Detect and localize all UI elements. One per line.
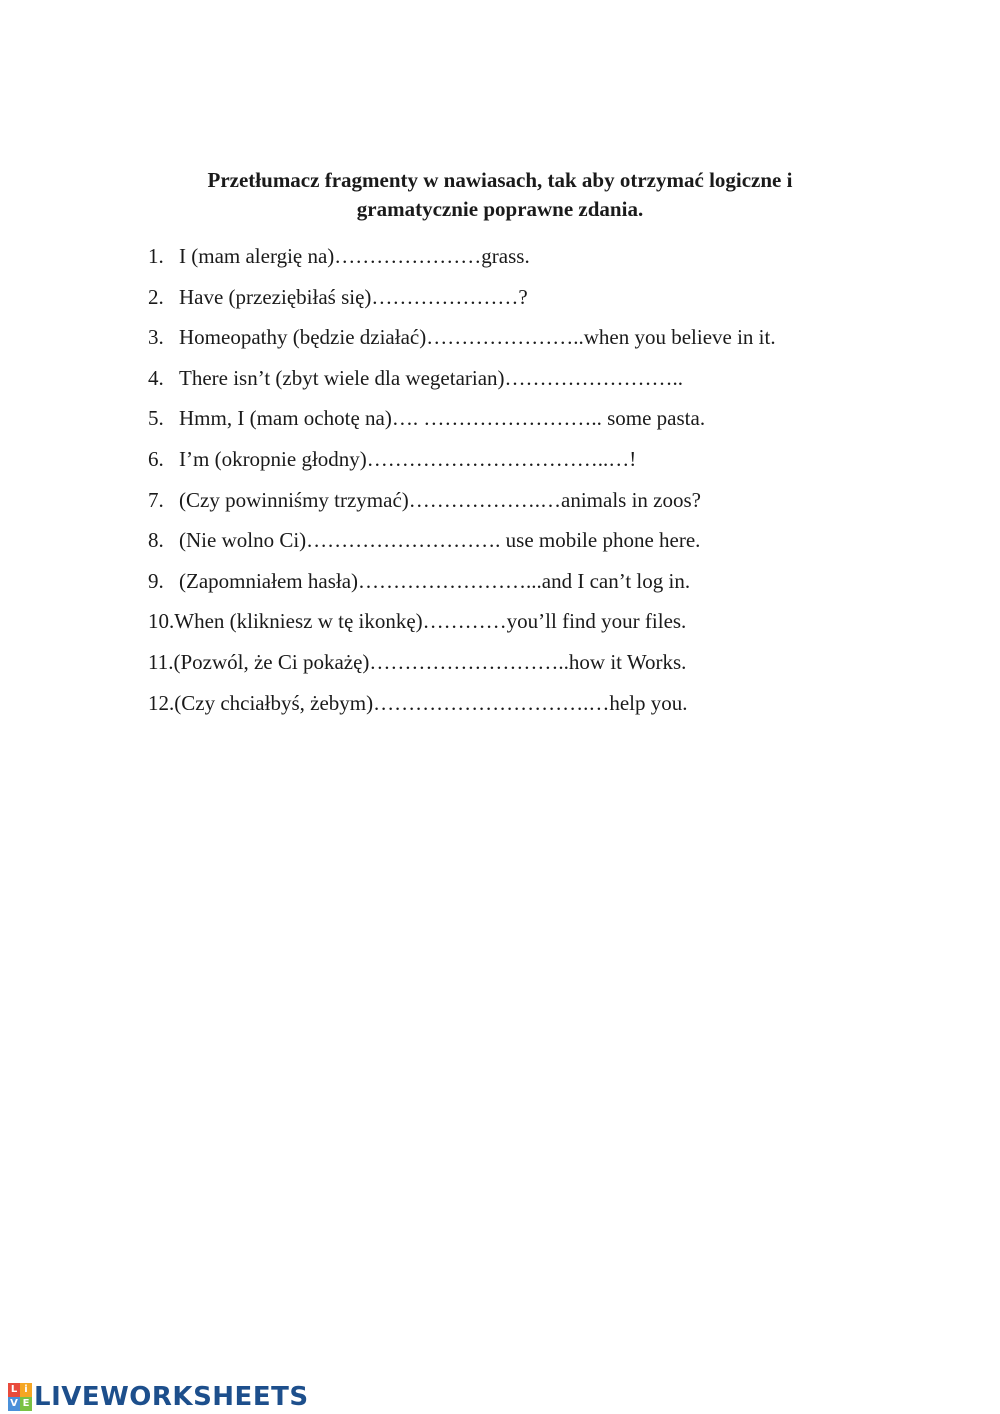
liveworksheets-logo — [8, 1380, 309, 1414]
item-number: 10. — [148, 609, 175, 634]
exercise-item — [148, 322, 908, 363]
item-number: 5. — [148, 406, 164, 431]
exercise-item — [148, 606, 908, 647]
item-text: (Nie wolno Ci)………………………. use mobile phone here. — [179, 528, 701, 553]
exercise-item — [148, 241, 908, 282]
item-text: Homeopathy (będzie działać)…………………..when you believe in it. — [179, 325, 776, 350]
exercise-item — [148, 485, 908, 526]
title-line-1: Przetłumacz fragmenty w nawiasach, tak aby otrzymać logiczne i — [207, 168, 793, 192]
item-number: 9. — [148, 568, 164, 593]
item-number: 2. — [148, 284, 164, 309]
badge-cell: i — [20, 1383, 32, 1397]
exercise-item — [148, 647, 908, 688]
item-text: Hmm, I (mam ochotę na)…. …………………….. some pasta. — [179, 406, 706, 431]
item-number: 3. — [148, 325, 164, 350]
exercise-item — [148, 444, 908, 485]
exercise-item — [148, 525, 908, 566]
badge-cell: V — [8, 1397, 20, 1411]
logo-badge-icon — [8, 1383, 32, 1411]
worksheet-title — [100, 166, 900, 224]
item-number: 7. — [148, 487, 164, 512]
exercise-list — [148, 241, 908, 728]
item-text: (Zapomniałem hasła)……………………...and I can’t log in. — [179, 568, 691, 593]
item-number: 6. — [148, 446, 164, 471]
item-text: (Pozwól, że Ci pokażę)………………………..how it Works. — [173, 649, 687, 674]
item-text: (Czy chciałbyś, żebym)………………………….…help you. — [174, 690, 688, 715]
item-number: 4. — [148, 365, 164, 390]
item-text: There isn’t (zbyt wiele dla wegetarian)…………………….. — [179, 365, 684, 390]
item-text: When (klikniesz w tę ikonkę)…………you’ll find your files. — [174, 609, 687, 634]
item-number: 8. — [148, 528, 164, 553]
exercise-item — [148, 566, 908, 607]
exercise-item — [148, 282, 908, 323]
item-text: Have (przeziębiłaś się)…………………? — [179, 284, 528, 309]
title-line-2: gramatycznie poprawne zdania. — [356, 197, 644, 221]
exercise-item — [148, 688, 908, 729]
item-text: I’m (okropnie głodny)……………………………..…! — [179, 446, 637, 471]
badge-cell: E — [20, 1397, 32, 1411]
badge-cell: L — [8, 1383, 20, 1397]
exercise-item — [148, 403, 908, 444]
item-number: 12. — [148, 690, 175, 715]
item-number: 11. — [148, 649, 174, 674]
item-text: I (mam alergię na)…………………grass. — [179, 244, 530, 268]
logo-text: LIVEWORKSHEETS — [34, 1382, 309, 1412]
item-number: 1. — [148, 244, 164, 268]
item-text: (Czy powinniśmy trzymać)……………….…animals in zoos? — [179, 487, 701, 512]
exercise-item — [148, 363, 908, 404]
